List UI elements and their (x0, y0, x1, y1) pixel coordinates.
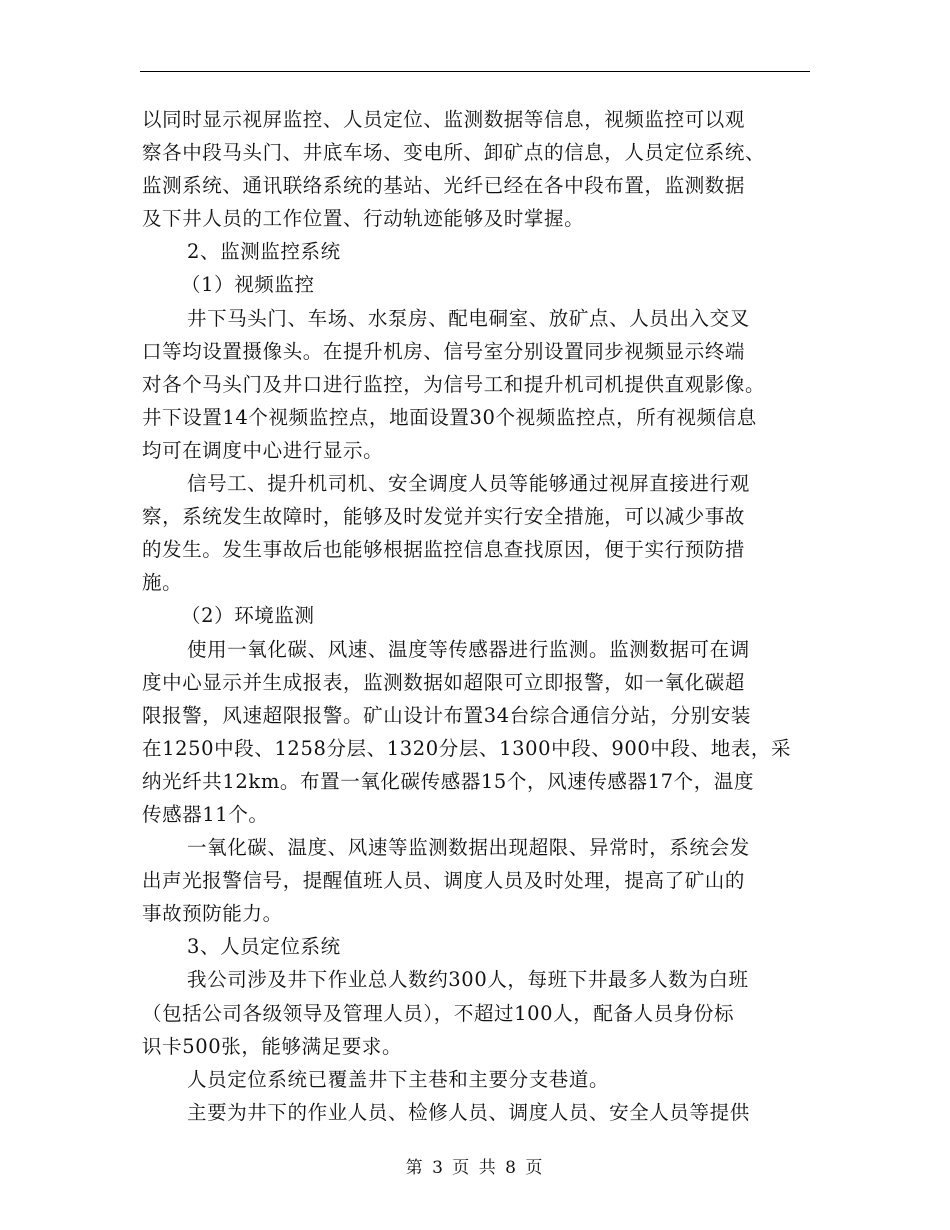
text-line: 2、监测监控系统 (187, 240, 341, 264)
text-line: 井下马头门、车场、水泵房、配电硐室、放矿点、人员出入交叉 (187, 306, 750, 330)
text-line: 以同时显示视屏监控、人员定位、监测数据等信息，视频监控可以观 (142, 108, 746, 131)
page-number-footer: 第 3 页 共 8 页 (405, 1158, 545, 1178)
text-line: 限报警，风速超限报警。矿山设计布置34台综合通信分站，分别安装 (142, 703, 751, 727)
text-line: （包括公司各级领导及管理人员），不超过100人，配备人员身份标 (142, 1001, 735, 1025)
text-line: 3、人员定位系统 (187, 935, 341, 959)
text-line: 口等均设置摄像头。在提升机房、信号室分别设置同步视频显示终端 (142, 339, 746, 363)
text-line: 均可在调度中心进行显示。 (142, 438, 384, 462)
text-line: 事故预防能力。 (142, 902, 283, 926)
text-line: 信号工、提升机司机、安全调度人员等能够通过视屏直接进行观 (187, 472, 750, 496)
text-line: 及下井人员的工作位置、行动轨迹能够及时掌握。 (142, 207, 585, 231)
text-line: 人员定位系统已覆盖井下主巷和主要分支巷道。 (187, 1067, 610, 1091)
text-line: 对各个马头门及井口进行监控，为信号工和提升机司机提供直观影像。 (142, 372, 766, 396)
text-line: 井下设置14个视频监控点，地面设置30个视频监控点，所有视频信息 (142, 405, 757, 429)
text-line: 施。 (142, 571, 183, 595)
text-line: 的发生。发生事故后也能够根据监控信息查找原因，便于实行预防措 (142, 538, 746, 562)
text-line: （1）视频监控 (181, 273, 315, 297)
document-body (142, 103, 814, 1129)
text-line: 度中心显示并生成报表，监测数据如超限可立即报警，如一氧化碳超 (142, 670, 746, 694)
header-rule (140, 71, 810, 72)
text-line: 识卡500张，能够满足要求。 (142, 1034, 403, 1058)
text-line: 主要为井下的作业人员、检修人员、调度人员、安全人员等提供 (187, 1100, 750, 1124)
text-line: 察各中段马头门、井底车场、变电所、卸矿点的信息，人员定位系统、 (142, 141, 766, 165)
text-line: 我公司涉及井下作业总人数约300人，每班下井最多人数为白班 (187, 968, 749, 992)
text-line: 纳光纤共12km。布置一氧化碳传感器15个，风速传感器17个，温度 (142, 769, 755, 793)
text-line: 在1250中段、1258分层、1320分层、1300中段、900中段、地表，采 (142, 736, 792, 760)
text-line: 一氧化碳、温度、风速等监测数据出现超限、异常时，系统会发 (187, 836, 750, 860)
text-line: 出声光报警信号，提醒值班人员、调度人员及时处理，提高了矿山的 (142, 869, 746, 893)
text-line: （2）环境监测 (181, 604, 315, 628)
text-line: 察，系统发生故障时，能够及时发觉并实行安全措施，可以减少事故 (142, 505, 746, 529)
text-line: 传感器11个。 (142, 802, 269, 826)
text-line: 使用一氧化碳、风速、温度等传感器进行监测。监测数据可在调 (187, 637, 750, 661)
text-line: 监测系统、通讯联络系统的基站、光纤已经在各中段布置，监测数据 (142, 174, 746, 198)
